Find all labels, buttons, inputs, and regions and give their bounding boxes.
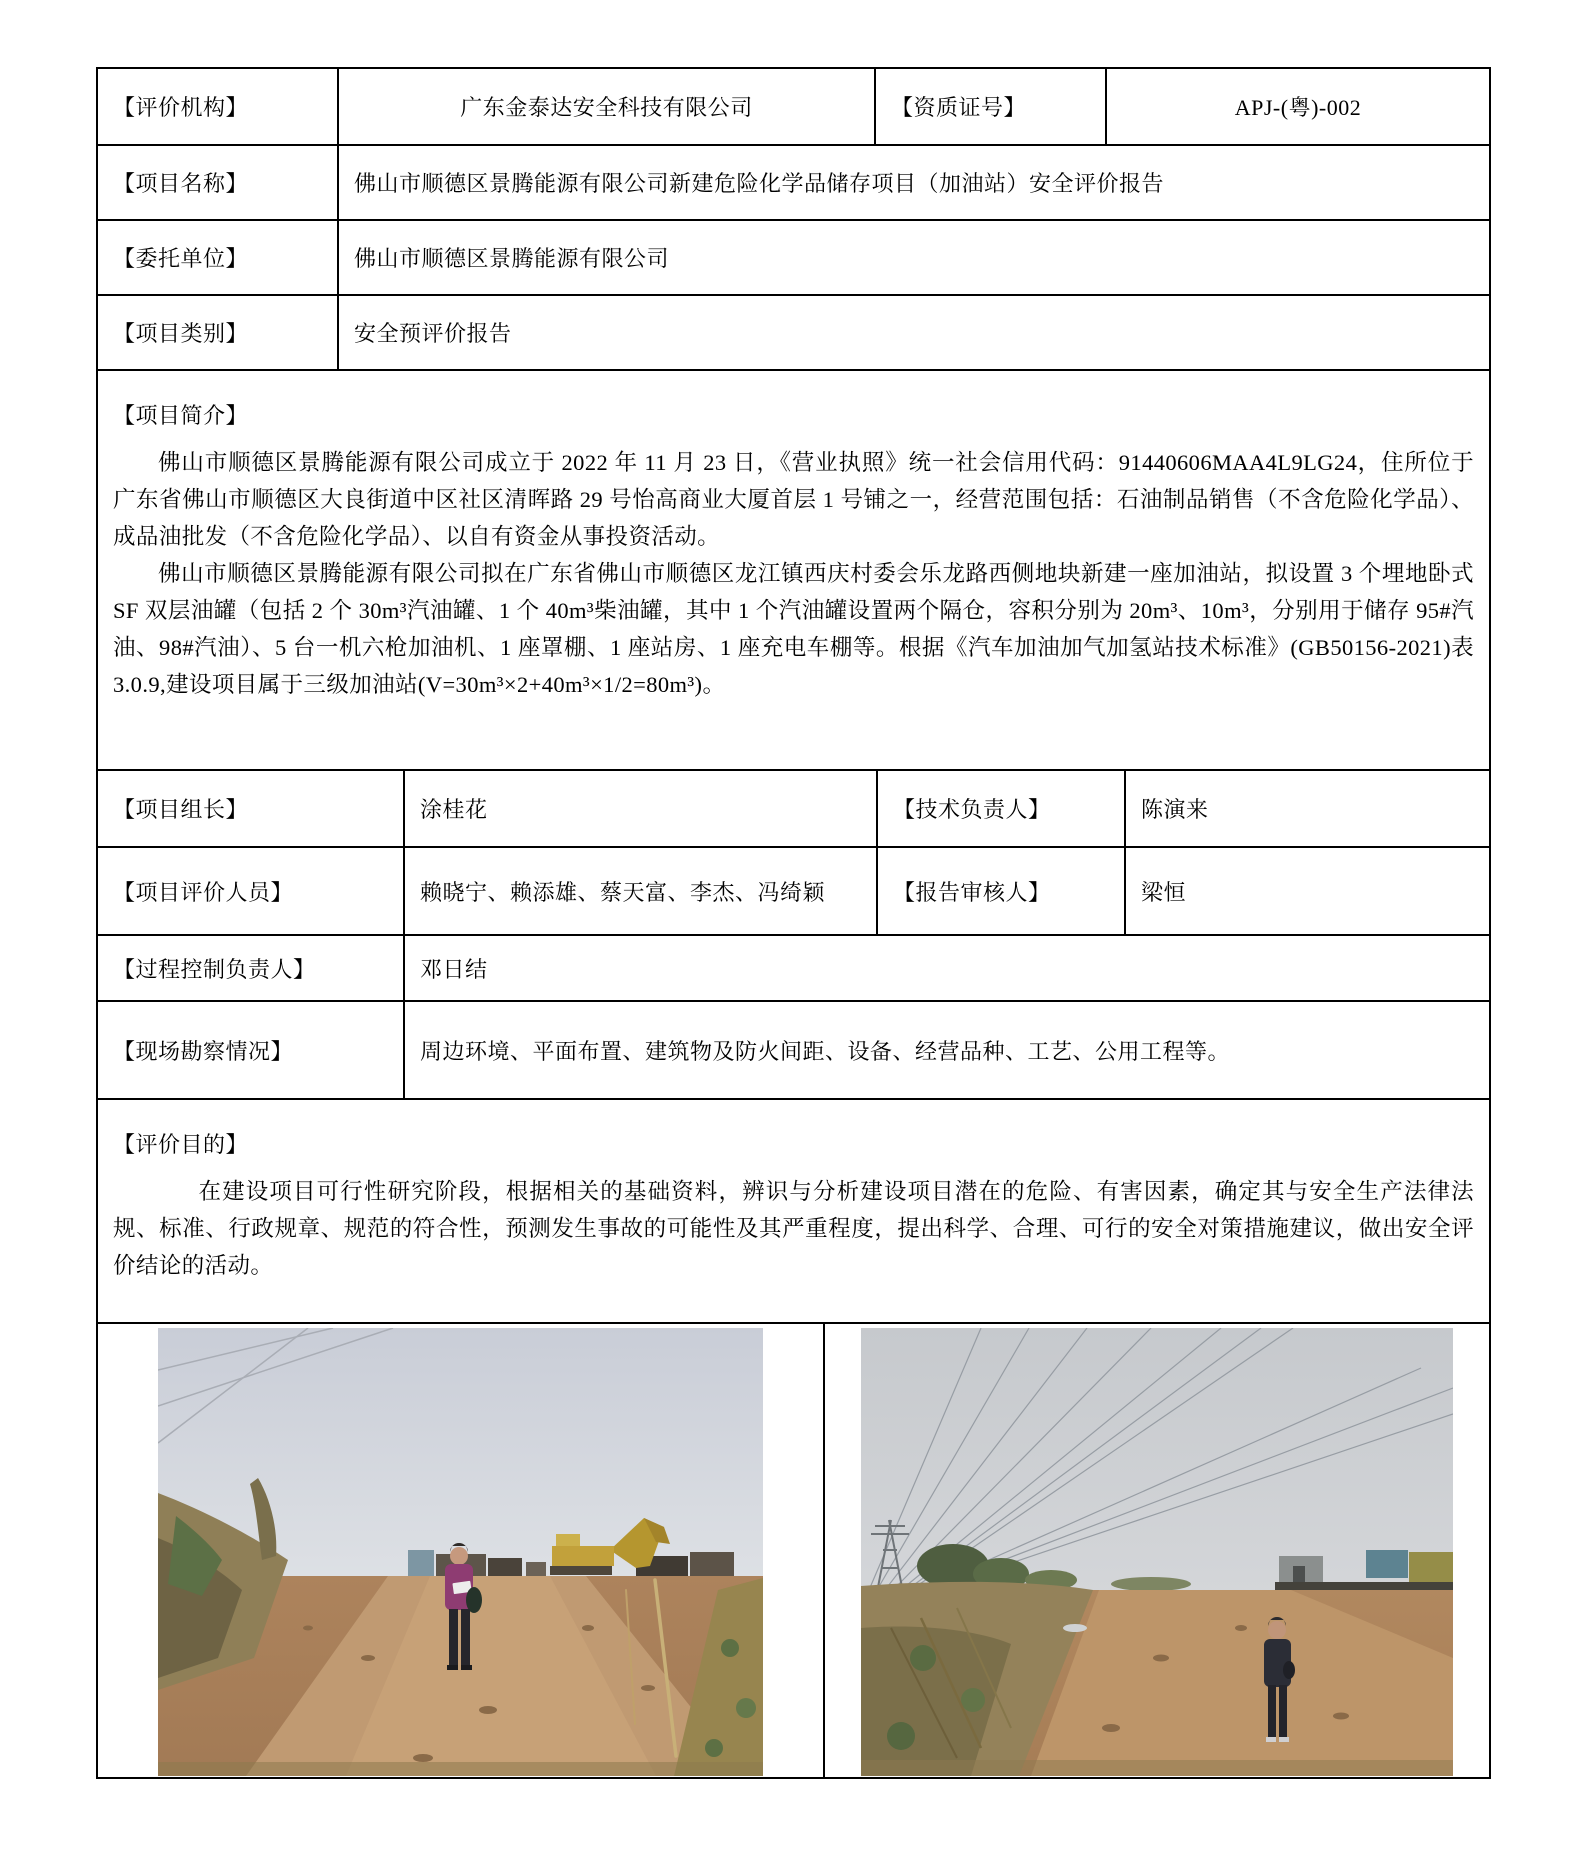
label-report-reviewer: 【报告审核人】: [876, 848, 1124, 934]
label-evaluators: 【项目评价人员】: [113, 879, 294, 905]
personnel-table: [96, 769, 1491, 1100]
project-intro-paragraph-2: 佛山市顺德区景腾能源有限公司拟在广东省佛山市顺德区龙江镇西庆村委会乐龙路西侧地块新建一座加油站，拟设置 3 个埋地卧式 SF 双层油罐（包括 2 个 30m³汽油罐、1 个 40m³柴油罐，其中 1 个汽油罐设置两个隔仓，容积分别为 20m³、10m³，分别用于储存 95#汽油、98#汽油）、5 台一机六枪加油机、1 座罩棚、1 座站房、1 座充电车棚等。根据《汽车加油加气加氢站技术标准》(GB50156-2021)表 3.0.9,建设项目属于三级加油站(V=30m³×2+40m³×1/2=80m³)。: [113, 561, 1474, 697]
bottom-brush: [861, 1760, 1453, 1776]
table-row: [98, 1000, 1489, 1098]
label-certificate-no: 【资质证号】: [874, 69, 1105, 144]
value-report-reviewer: 梁恒: [1124, 848, 1489, 934]
label-evaluation-agency: 【评价机构】: [113, 95, 249, 120]
report-document: [96, 67, 1491, 1779]
value-project-name: 佛山市顺德区景腾能源有限公司新建危险化学品储存项目（加油站）安全评价报告: [337, 146, 1489, 219]
label-project-leader: 【项目组长】: [113, 797, 249, 822]
site-photo-cell-right: [823, 1324, 1489, 1777]
project-intro-title: 【项目简介】: [113, 403, 249, 428]
value-certificate-no: APJ-(粤)-002: [1105, 69, 1489, 144]
label-project-name: 【项目名称】: [113, 171, 249, 196]
table-row: [98, 69, 1489, 144]
value-evaluators: 赖晓宁、赖添雄、蔡天富、李杰、冯绮颖: [403, 848, 876, 934]
info-table: [96, 67, 1491, 371]
label-project-category: 【项目类别】: [113, 321, 249, 346]
table-row: [98, 144, 1489, 219]
table-row: [98, 934, 1489, 1000]
table-row: [98, 846, 1489, 934]
label-site-survey: 【现场勘察情况】: [113, 1038, 294, 1064]
project-intro-section: [96, 369, 1491, 771]
project-intro-paragraph-1: 佛山市顺德区景腾能源有限公司成立于 2022 年 11 月 23 日，《营业执照》统一社会信用代码：91440606MAA4L9LG24，住所位于广东省佛山市顺德区大良街道中区社区清晖路 29 号怡高商业大厦首层 1 号铺之一，经营范围包括：石油制品销售（不含危险化学品）、成品油批发（不含危险化学品）、以自有资金从事投资活动。: [113, 450, 1474, 549]
evaluation-purpose-title: 【评价目的】: [113, 1132, 249, 1157]
label-client-unit: 【委托单位】: [113, 246, 249, 271]
site-photo-cell-left: [98, 1324, 823, 1777]
value-client-unit: 佛山市顺德区景腾能源有限公司: [337, 221, 1489, 294]
site-photos-row: [96, 1322, 1491, 1779]
value-technical-director: 陈演来: [1124, 771, 1489, 846]
value-evaluation-agency: 广东金泰达安全科技有限公司: [337, 69, 874, 144]
label-technical-director: 【技术负责人】: [876, 771, 1124, 846]
value-site-survey: 周边环境、平面布置、建筑物及防火间距、设备、经营品种、工艺、公用工程等。: [403, 1002, 1489, 1098]
label-process-control-manager: 【过程控制负责人】: [113, 956, 316, 982]
table-row: [98, 771, 1489, 846]
table-row: [98, 219, 1489, 294]
site-photo-left: [158, 1328, 763, 1776]
bottom-brush: [158, 1762, 763, 1776]
value-project-leader: 涂桂花: [403, 771, 876, 846]
evaluation-purpose-paragraph: 在建设项目可行性研究阶段，根据相关的基础资料，辨识与分析建设项目潜在的危险、有害因素，确定其与安全生产法律法规、标准、行政规章、规范的符合性，预测发生事故的可能性及其严重程度，提出科学、合理、可行的安全对策措施建议，做出安全评价结论的活动。: [113, 1179, 1474, 1278]
table-row: [98, 294, 1489, 369]
site-photo-right: [861, 1328, 1453, 1776]
evaluation-purpose-section: [96, 1098, 1491, 1324]
value-project-category: 安全预评价报告: [337, 296, 1489, 369]
value-process-control-manager: 邓日结: [403, 936, 1489, 1000]
